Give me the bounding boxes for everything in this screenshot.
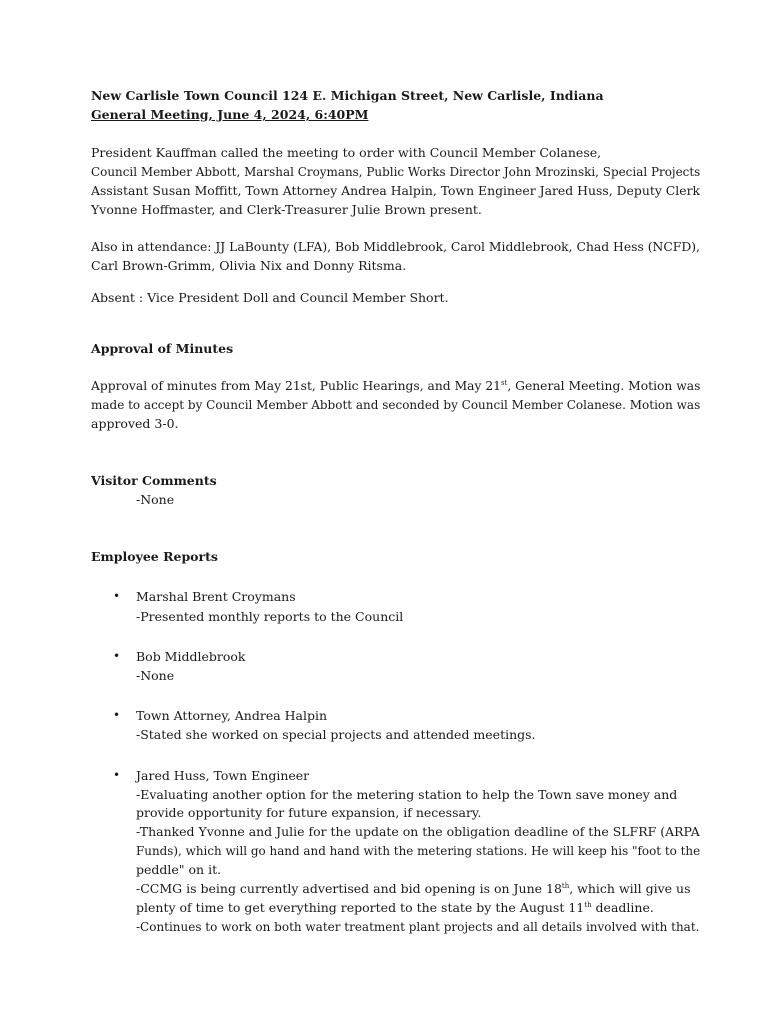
report-name: Bob Middlebrook — [136, 649, 246, 664]
visitor-comment: -None — [136, 492, 175, 507]
report-text: Funds), which will go hand and hand with the metering stations. He will keep his "foot to the — [136, 843, 701, 858]
report-name: Town Attorney, Andrea Halpin — [136, 708, 328, 723]
report-text: plenty of time to get everything reported to the state by the August 11th deadline. — [136, 900, 654, 915]
also-attendance-line: Carl Brown-Grimm, Olivia Nix and Donny Ritsma. — [91, 258, 407, 273]
absent-line: Absent : Vice President Doll and Council Member Short. — [91, 290, 449, 305]
report-text: -Thanked Yvonne and Julie for the update on the obligation deadline of the SLFRF (ARPA — [136, 824, 700, 839]
document-title: New Carlisle Town Council 124 E. Michigan Street, New Carlisle, Indiana — [91, 88, 604, 103]
attendance-line: President Kauffman called the meeting to order with Council Member Colanese, — [91, 145, 602, 160]
report-text: -CCMG is being currently advertised and bid opening is on June 18th, which will give us — [136, 881, 691, 896]
section-heading-minutes: Approval of Minutes — [91, 341, 234, 356]
report-text: provide opportunity for future expansion, if necessary. — [136, 805, 482, 820]
report-text: -Presented monthly reports to the Council — [136, 609, 404, 624]
also-attendance-line: Also in attendance: JJ LaBounty (LFA), Bob Middlebrook, Carol Middlebrook, Chad Hess (NCFD), — [91, 239, 700, 254]
report-text: -Stated she worked on special projects and attended meetings. — [136, 727, 536, 742]
section-heading-visitor: Visitor Comments — [91, 473, 217, 488]
attendance-line: Council Member Abbott, Marshal Croymans, Public Works Director John Mrozinski, Special Projects — [91, 164, 701, 179]
bullet-icon: • — [113, 708, 121, 722]
report-text: peddle" on it. — [136, 862, 222, 877]
minutes-line: approved 3-0. — [91, 416, 179, 431]
attendance-line: Assistant Susan Moffitt, Town Attorney Andrea Halpin, Town Engineer Jared Huss, Deputy Clerk — [91, 183, 701, 198]
bullet-icon: • — [113, 589, 121, 603]
report-text: -None — [136, 668, 175, 683]
meeting-date: General Meeting, June 4, 2024, 6:40PM — [91, 107, 369, 122]
attendance-line: Yvonne Hoffmaster, and Clerk-Treasurer Julie Brown present. — [91, 202, 482, 217]
minutes-line: made to accept by Council Member Abbott and seconded by Council Member Colanese. Motion was — [91, 397, 701, 412]
report-name: Jared Huss, Town Engineer — [136, 768, 310, 783]
minutes-line: Approval of minutes from May 21st, Public Hearings, and May 21st, General Meeting. Motion was — [91, 378, 701, 393]
section-heading-employee: Employee Reports — [91, 549, 218, 564]
report-name: Marshal Brent Croymans — [136, 589, 296, 604]
bullet-icon: • — [113, 649, 121, 663]
bullet-icon: • — [113, 768, 121, 782]
report-text: -Continues to work on both water treatment plant projects and all details involved with that. — [136, 919, 700, 934]
report-text: -Evaluating another option for the metering station to help the Town save money and — [136, 787, 678, 802]
